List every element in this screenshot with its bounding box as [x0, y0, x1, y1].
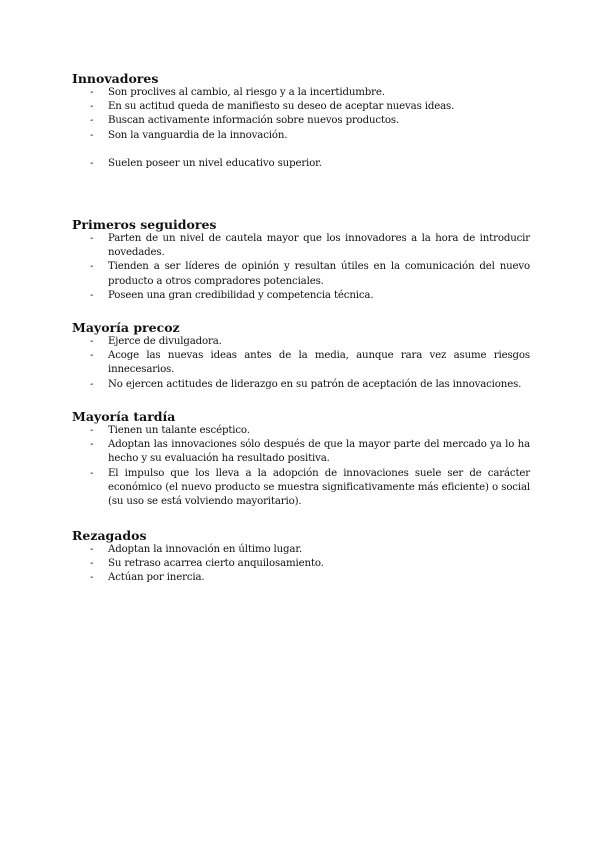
bullet-dash: -: [90, 350, 94, 362]
section-innovadores: [72, 71, 530, 171]
list-item: [72, 86, 530, 100]
list-item-text: Buscan activamente información sobre nuevos productos.: [108, 115, 400, 127]
bullet-dash: -: [90, 87, 94, 98]
list-item-text: Tienden a ser líderes de opinión y resultan útiles en la comunicación del nuevo producto a otros compradores potenciales.: [108, 261, 530, 287]
list-item-text: Tienen un talante escéptico.: [108, 425, 250, 436]
list-item: [72, 100, 530, 114]
list-item-text: Adoptan la innovación en último lugar.: [108, 544, 303, 555]
bullet-dash: -: [90, 425, 94, 436]
list-item-text: El impulso que los lleva a la adopción de innovaciones suele ser de carácter económico (el nuevo producto se muestra significativamente más eficiente) o social (su uso se está volviendo mayoritario).: [108, 467, 530, 508]
list-item: [72, 571, 530, 585]
list-item: [72, 424, 530, 438]
bullet-dash: -: [90, 558, 94, 570]
list-item-text: En su actitud queda de manifiesto su deseo de aceptar nuevas ideas.: [108, 101, 455, 113]
bullet-dash: -: [90, 378, 94, 390]
bullet-dash: -: [90, 233, 94, 244]
list-item: [72, 289, 530, 303]
section-heading: Primeros seguidores: [72, 217, 217, 232]
list-item-text: No ejercen actitudes de liderazgo en su patrón de aceptación de las innovaciones.: [108, 378, 522, 390]
section-mayoria-tardia: [72, 409, 530, 509]
section-rezagados: [72, 528, 530, 586]
bullet-dash: -: [90, 544, 94, 555]
list-item-text: Actúan por inercia.: [108, 572, 205, 584]
list-item: [72, 260, 530, 288]
bullet-list: [72, 335, 530, 392]
bullet-dash: -: [90, 467, 94, 479]
bullet-dash: -: [90, 115, 94, 127]
list-item: [72, 349, 530, 377]
bullet-dash: -: [90, 572, 94, 584]
list-item-text: Adoptan las innovaciones sólo después de que la mayor parte del mercado ya lo ha hecho y su evaluación ha resultado positiva.: [108, 439, 530, 465]
list-item-text: Son proclives al cambio, al riesgo y a la incertidumbre.: [108, 87, 385, 98]
list-item: [72, 335, 530, 349]
list-item: [72, 467, 530, 510]
section-heading: Rezagados: [72, 528, 147, 543]
bullet-dash: -: [90, 289, 94, 301]
bullet-list: [72, 86, 530, 171]
list-item: [72, 557, 530, 571]
section-heading: Mayoría tardía: [72, 409, 176, 424]
list-item-text: Son la vanguardia de la innovación.: [108, 129, 288, 141]
bullet-dash: -: [90, 101, 94, 113]
bullet-dash: -: [90, 261, 94, 273]
list-item: [72, 129, 530, 143]
list-item-text: Suelen poseer un nivel educativo superior.: [108, 157, 322, 169]
bullet-dash: -: [90, 129, 94, 141]
list-item: [72, 543, 530, 557]
list-item-text: Su retraso acarrea cierto anquilosamiento.: [108, 558, 324, 570]
section-heading: Mayoría precoz: [72, 320, 180, 335]
list-item: [72, 438, 530, 466]
bullet-dash: -: [90, 439, 94, 451]
list-item: [72, 114, 530, 128]
list-item: [72, 157, 530, 171]
list-item-text: Acoge las nuevas ideas antes de la media, aunque rara vez asume riesgos innecesarios.: [108, 350, 530, 376]
bullet-list: [72, 424, 530, 509]
list-item-text: Parten de un nivel de cautela mayor que los innovadores a la hora de introducir novedades.: [108, 233, 530, 259]
list-item-text: Ejerce de divulgadora.: [108, 336, 222, 347]
bullet-list: [72, 543, 530, 586]
bullet-dash: -: [90, 336, 94, 347]
list-item: [72, 378, 530, 392]
section-mayoria-precoz: [72, 320, 530, 392]
list-item: [72, 232, 530, 260]
list-item-text: Poseen una gran credibilidad y competencia técnica.: [108, 289, 374, 301]
section-heading: Innovadores: [72, 71, 159, 86]
bullet-dash: -: [90, 157, 94, 169]
bullet-list: [72, 232, 530, 303]
section-primeros-seguidores: [72, 217, 530, 303]
